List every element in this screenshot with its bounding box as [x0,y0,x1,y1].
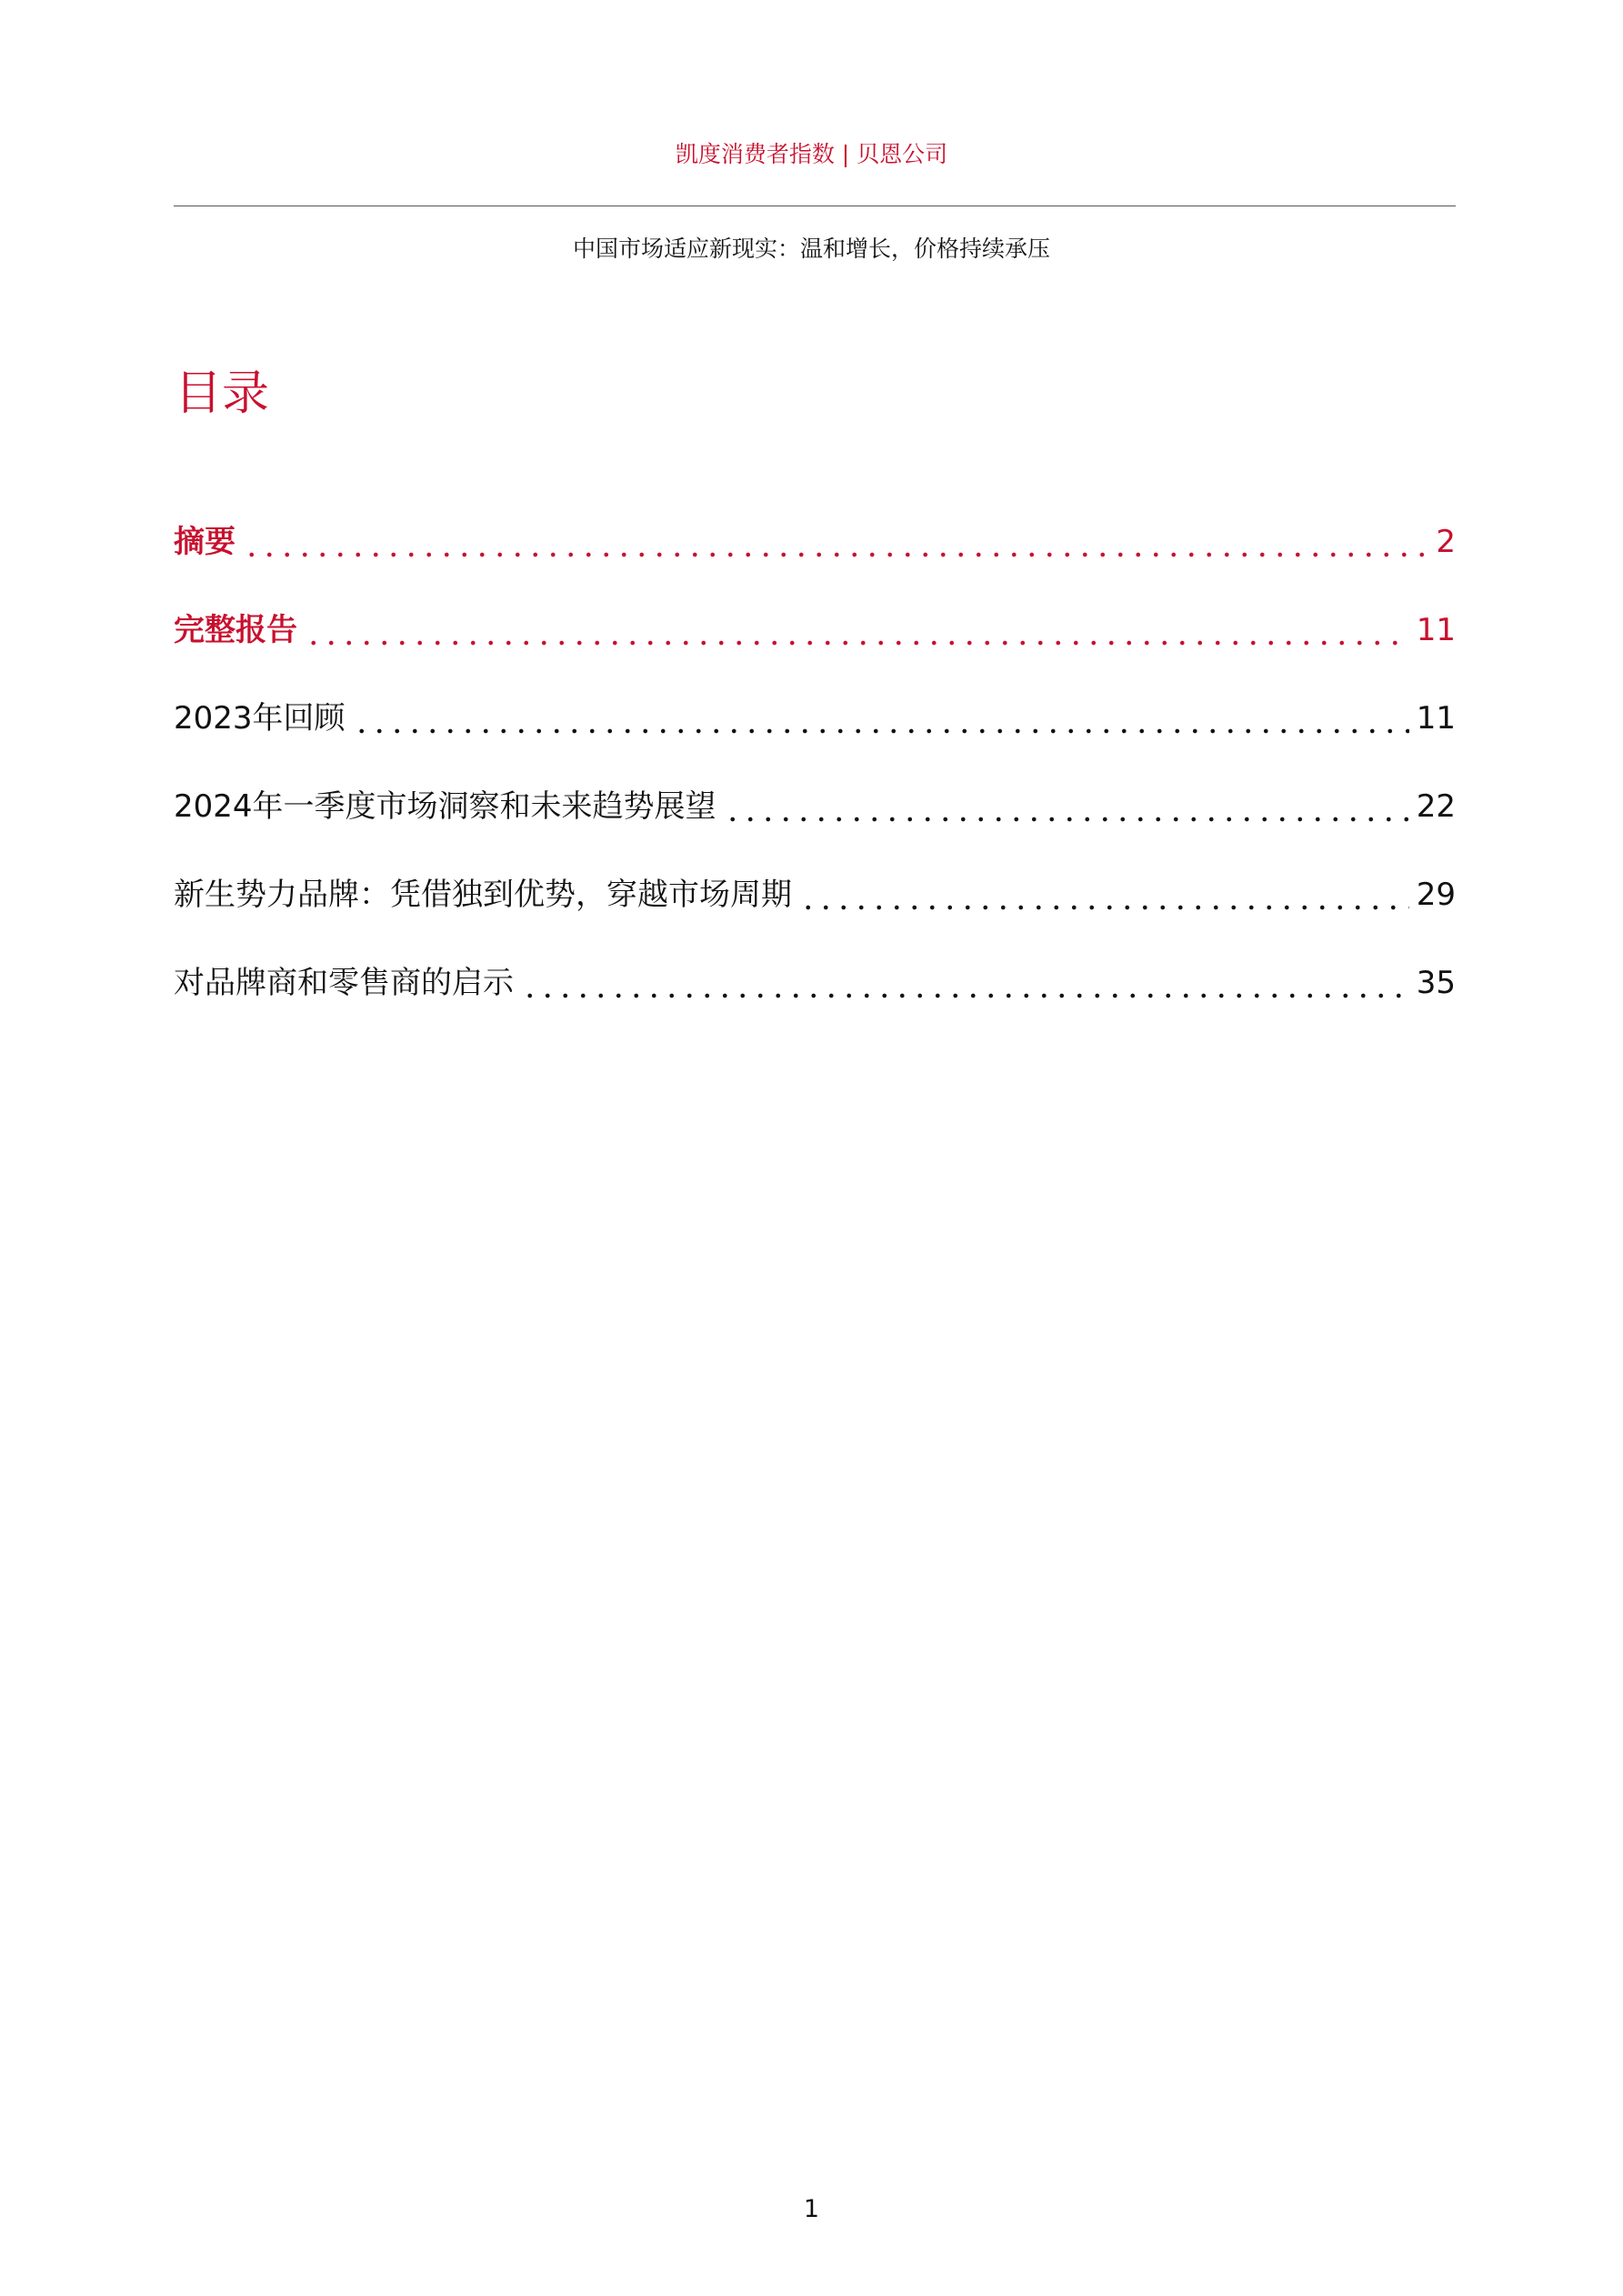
toc-entry-full-report[interactable] [174,605,1456,693]
toc-entry-label: 2023年回顾 [174,700,346,737]
toc-dot-leader [521,958,1409,1008]
toc-entry-2023-review[interactable] [174,693,1456,781]
toc-dot-leader [305,605,1409,656]
toc-dot-leader [243,516,1428,567]
toc-title: 目录 [175,366,270,421]
toc-entry-summary[interactable] [174,516,1456,605]
toc-entry-page: 29 [1416,877,1456,913]
toc-entry-label: 摘要 [174,524,235,560]
toc-entry-label: 新生势力品牌：凭借独到优势，穿越市场周期 [174,877,792,913]
toc-entry-page: 2 [1436,524,1456,560]
toc-entry-2024-q1-insights[interactable] [174,781,1456,869]
toc-entry-page: 35 [1416,965,1456,1001]
toc-entry-label: 完整报告 [174,612,297,648]
toc-entry-page: 11 [1416,612,1456,648]
toc-dot-leader [353,693,1409,744]
header-subtitle: 中国市场适应新现实：温和增长，价格持续承压 [572,236,1050,262]
toc-dot-leader [724,781,1409,832]
toc-entry-page: 22 [1416,788,1456,825]
toc-entry-page: 11 [1416,700,1456,737]
table-of-contents [174,516,1456,1046]
toc-entry-implications[interactable] [174,958,1456,1046]
header-brand-line: 凯度消费者指数 | 贝恩公司 [675,141,948,167]
toc-entry-emerging-brands[interactable] [174,869,1456,958]
toc-entry-label: 2024年一季度市场洞察和未来趋势展望 [174,788,716,825]
toc-dot-leader [799,869,1409,920]
page-number: 1 [803,2195,820,2223]
toc-entry-label: 对品牌商和零售商的启示 [174,965,514,1001]
